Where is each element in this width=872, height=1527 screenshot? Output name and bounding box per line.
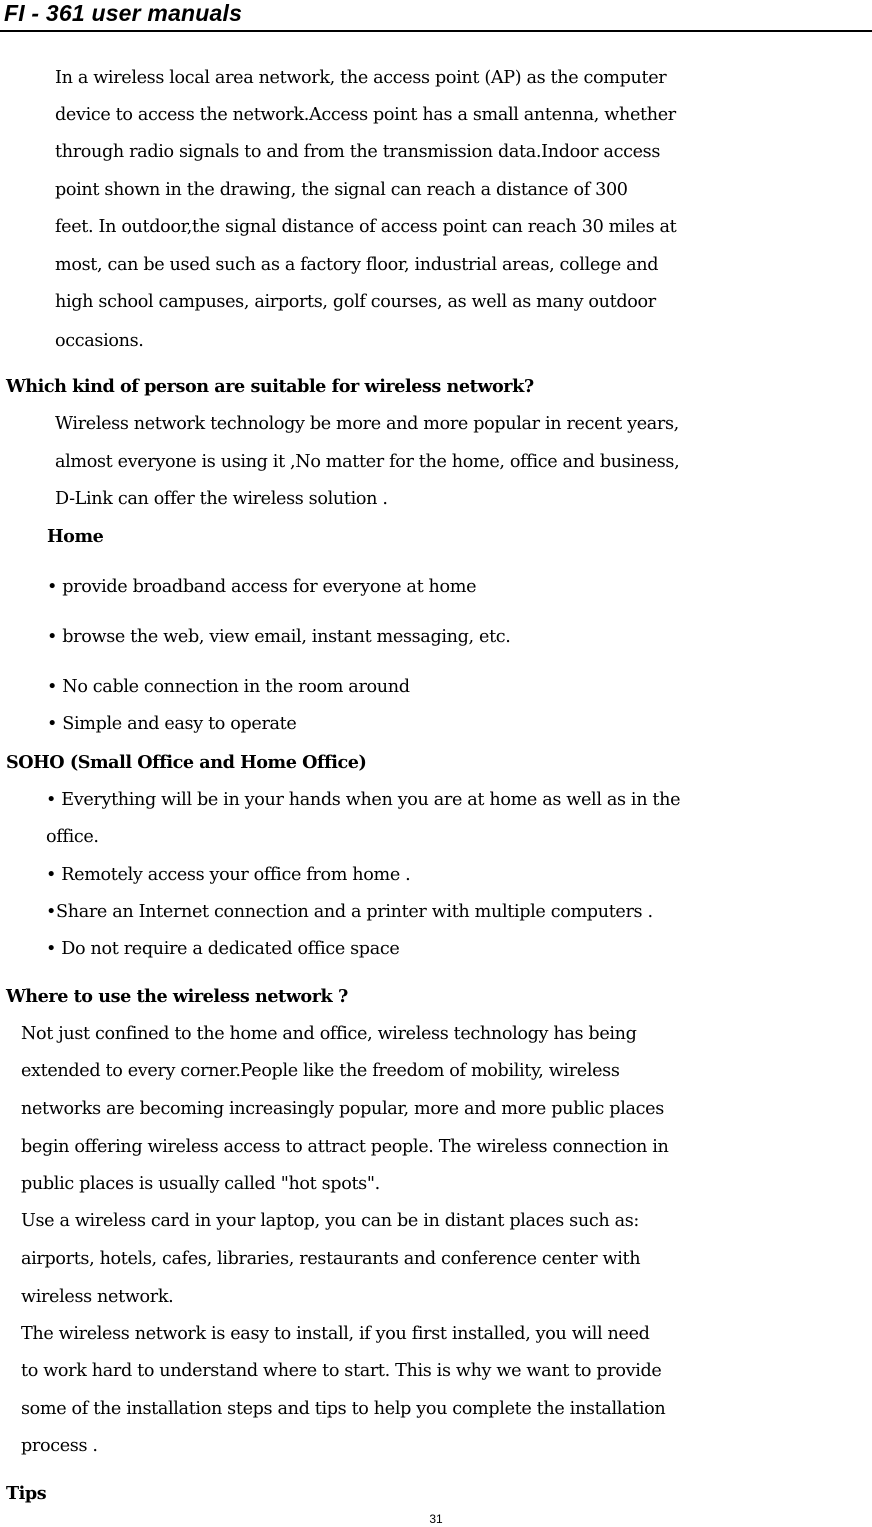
section-heading-where: Where to use the wireless network ? [6, 986, 348, 1007]
home-bullet: • provide broadband access for everyone at home [47, 577, 477, 597]
suitable-line: Wireless network technology be more and more popular in recent years, [55, 414, 679, 434]
where-line: public places is usually called "hot spots". [21, 1174, 380, 1194]
where-line: airports, hotels, cafes, libraries, restaurants and conference center with [21, 1249, 641, 1269]
where-line: extended to every corner.People like the freedom of mobility, wireless [21, 1061, 620, 1081]
home-bullet: • Simple and easy to operate [47, 714, 297, 734]
soho-line: • Remotely access your office from home . [46, 865, 411, 885]
where-line: to work hard to understand where to start. This is why we want to provide [21, 1361, 662, 1381]
section-heading-suitable: Which kind of person are suitable for wireless network? [6, 376, 534, 397]
page-number: 31 [429, 1512, 443, 1526]
soho-line: office. [46, 827, 99, 847]
section-heading-tips: Tips [6, 1483, 47, 1504]
where-line: begin offering wireless access to attract people. The wireless connection in [21, 1137, 669, 1157]
intro-line: high school campuses, airports, golf courses, as well as many outdoor [55, 292, 656, 312]
intro-line: device to access the network.Access point has a small antenna, whether [55, 105, 676, 125]
where-line: networks are becoming increasingly popular, more and more public places [21, 1099, 664, 1119]
page-header [0, 0, 872, 32]
where-line: Not just confined to the home and office, wireless technology has being [21, 1024, 637, 1044]
where-line: wireless network. [21, 1287, 174, 1307]
intro-line: occasions. [55, 331, 144, 351]
home-bullet: • browse the web, view email, instant messaging, etc. [47, 627, 511, 647]
suitable-line: D-Link can offer the wireless solution . [55, 489, 388, 509]
where-line: Use a wireless card in your laptop, you can be in distant places such as: [21, 1211, 639, 1231]
intro-line: through radio signals to and from the transmission data.Indoor access [55, 142, 660, 162]
where-line: The wireless network is easy to install, if you first installed, you will need [21, 1324, 650, 1344]
soho-line: •Share an Internet connection and a printer with multiple computers . [46, 902, 653, 922]
intro-line: most, can be used such as a factory floor, industrial areas, college and [55, 255, 659, 275]
intro-line: In a wireless local area network, the access point (AP) as the computer [55, 68, 667, 88]
where-line: process . [21, 1436, 98, 1456]
where-line: some of the installation steps and tips to help you complete the installation [21, 1399, 666, 1419]
home-bullet: • No cable connection in the room around [47, 677, 410, 697]
suitable-line: almost everyone is using it ,No matter for the home, office and business, [55, 452, 680, 472]
soho-line: • Everything will be in your hands when you are at home as well as in the [46, 790, 681, 810]
section-heading-soho: SOHO (Small Office and Home Office) [6, 752, 367, 773]
soho-line: • Do not require a dedicated office space [46, 939, 400, 959]
intro-line: point shown in the drawing, the signal can reach a distance of 300 [55, 180, 628, 200]
intro-line: feet. In outdoor,the signal distance of access point can reach 30 miles at [55, 217, 677, 237]
section-heading-home: Home [47, 526, 104, 547]
manual-title: FI - 361 user manuals [4, 0, 243, 26]
